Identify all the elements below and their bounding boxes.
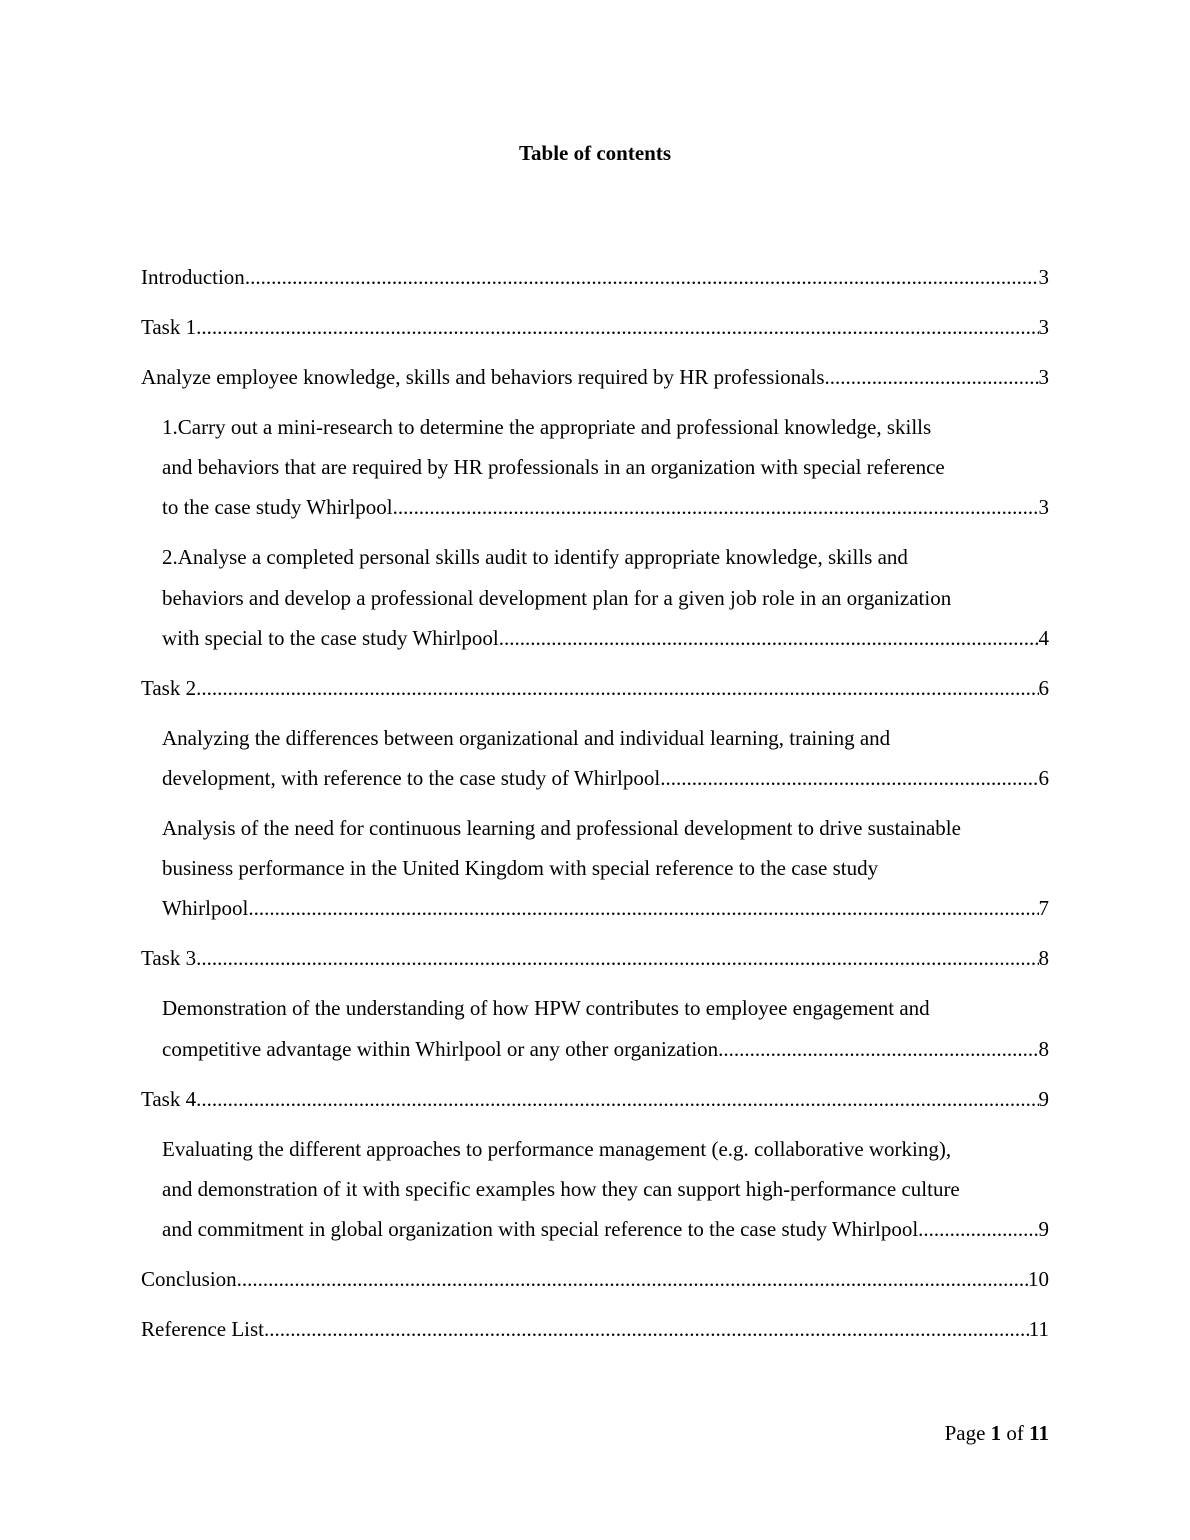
toc-entry-text: Task 2 bbox=[141, 675, 197, 700]
dot-leader bbox=[245, 257, 1039, 297]
toc-page-number: 11 bbox=[1028, 1317, 1049, 1342]
toc-page-number: 6 bbox=[1038, 766, 1049, 791]
toc-page-number: 9 bbox=[1038, 1086, 1049, 1111]
toc-entry-lastline bbox=[162, 1029, 1049, 1069]
dot-leader bbox=[196, 668, 1038, 708]
toc-entry[interactable] bbox=[141, 718, 1049, 798]
toc-entry-text: development, with reference to the case study of Whirlpool bbox=[162, 766, 661, 791]
toc-entry-lastline bbox=[141, 1309, 1049, 1349]
toc-page-number: 8 bbox=[1038, 1036, 1049, 1061]
toc-entry[interactable] bbox=[141, 938, 1049, 978]
toc-entry-lastline bbox=[141, 1259, 1049, 1299]
toc-entry[interactable] bbox=[141, 1079, 1049, 1119]
toc-entry-lastline bbox=[141, 668, 1049, 708]
toc-entry[interactable] bbox=[141, 988, 1049, 1068]
toc-entry-line: Analysis of the need for continuous learning and professional development to drive sustainable bbox=[162, 816, 961, 841]
toc-entry-text: to the case study Whirlpool bbox=[162, 495, 393, 520]
toc-entry-text: with special to the case study Whirlpool bbox=[162, 625, 499, 650]
toc-entry-lastline bbox=[141, 357, 1049, 397]
toc-entry-line: Analyzing the differences between organizational and individual learning, training and bbox=[162, 725, 891, 750]
toc-entry-line: and demonstration of it with specific examples how they can support high-performance culture bbox=[162, 1176, 960, 1201]
toc-entry-text: competitive advantage within Whirlpool or any other organization bbox=[162, 1036, 719, 1061]
dot-leader bbox=[196, 307, 1038, 347]
toc-entry-text: and commitment in global organization with special reference to the case study Whirlpool bbox=[162, 1217, 919, 1242]
dot-leader bbox=[264, 1309, 1029, 1349]
dot-leader bbox=[393, 487, 1039, 527]
toc-entry-text: Introduction bbox=[141, 265, 245, 289]
dot-leader bbox=[196, 1079, 1038, 1119]
toc-page-number: 3 bbox=[1038, 265, 1049, 289]
toc-entry-text: Task 1 bbox=[141, 315, 197, 339]
toc-page-number: 6 bbox=[1038, 675, 1049, 700]
toc-entry-text: Task 4 bbox=[141, 1086, 197, 1111]
toc-entry-line: Demonstration of the understanding of how HPW contributes to employee engagement and bbox=[162, 996, 930, 1021]
toc-entry-lastline bbox=[162, 888, 1049, 928]
toc-entry-text: Analyze employee knowledge, skills and behaviors required by HR professionals bbox=[141, 365, 825, 389]
total-pages-number: 11 bbox=[1029, 1421, 1049, 1445]
toc-entry-text: Task 3 bbox=[141, 946, 197, 971]
toc-entry[interactable] bbox=[141, 668, 1049, 708]
toc-entry[interactable] bbox=[141, 407, 1049, 528]
toc-list bbox=[141, 257, 1049, 1359]
toc-entry-line: Evaluating the different approaches to performance management (e.g. collaborative working), bbox=[162, 1136, 952, 1161]
toc-entry[interactable] bbox=[141, 537, 1049, 658]
toc-entry-text: Whirlpool bbox=[162, 896, 249, 921]
dot-leader bbox=[660, 758, 1038, 798]
toc-entry-lastline bbox=[141, 938, 1049, 978]
toc-entry-line: 2.Analyse a completed personal skills audit to identify appropriate knowledge, skills and bbox=[162, 545, 908, 570]
toc-entry-line: behaviors and develop a professional development plan for a given job role in an organization bbox=[162, 585, 952, 610]
toc-entry[interactable] bbox=[141, 1129, 1049, 1250]
page-footer bbox=[945, 1419, 1049, 1447]
dot-leader bbox=[248, 888, 1038, 928]
toc-entry-lastline bbox=[141, 1079, 1049, 1119]
toc-entry-lastline bbox=[141, 307, 1049, 347]
toc-entry-lastline bbox=[162, 1209, 1049, 1249]
dot-leader bbox=[237, 1259, 1028, 1299]
of-label: of bbox=[1006, 1421, 1024, 1445]
toc-entry[interactable] bbox=[141, 257, 1049, 297]
toc-page-number: 7 bbox=[1038, 896, 1049, 921]
toc-entry-lastline bbox=[141, 257, 1049, 297]
toc-page-number: 9 bbox=[1038, 1217, 1049, 1242]
toc-page-number: 3 bbox=[1038, 495, 1049, 520]
toc-entry-lastline bbox=[162, 618, 1049, 658]
toc-entry[interactable] bbox=[141, 357, 1049, 397]
toc-entry[interactable] bbox=[141, 1309, 1049, 1349]
dot-leader bbox=[918, 1209, 1038, 1249]
toc-entry-line: 1.Carry out a mini-research to determine the appropriate and professional knowledge, skills bbox=[162, 415, 932, 439]
toc-entry-text: Reference List bbox=[141, 1317, 265, 1342]
page-title: Table of contents bbox=[518, 141, 672, 165]
toc-page-number: 3 bbox=[1038, 315, 1049, 339]
toc-entry[interactable] bbox=[141, 307, 1049, 347]
toc-page-number: 4 bbox=[1038, 625, 1049, 650]
toc-entry-line: and behaviors that are required by HR professionals in an organization with special reference bbox=[162, 455, 945, 480]
toc-entry-lastline bbox=[162, 487, 1049, 527]
dot-leader bbox=[825, 357, 1039, 397]
toc-page-number: 3 bbox=[1038, 365, 1049, 389]
toc-entry[interactable] bbox=[141, 808, 1049, 929]
dot-leader bbox=[196, 938, 1038, 978]
toc-entry-line: business performance in the United Kingdom with special reference to the case study bbox=[162, 856, 879, 881]
toc-entry-lastline bbox=[162, 758, 1049, 798]
dot-leader bbox=[718, 1029, 1038, 1069]
dot-leader bbox=[499, 618, 1039, 658]
toc-entry-text: Conclusion bbox=[141, 1267, 237, 1292]
page-label: Page bbox=[944, 1421, 986, 1445]
toc-entry[interactable] bbox=[141, 1259, 1049, 1299]
toc-page-number: 8 bbox=[1038, 946, 1049, 971]
toc-page-number: 10 bbox=[1028, 1267, 1049, 1292]
current-page-number: 1 bbox=[990, 1421, 1002, 1445]
